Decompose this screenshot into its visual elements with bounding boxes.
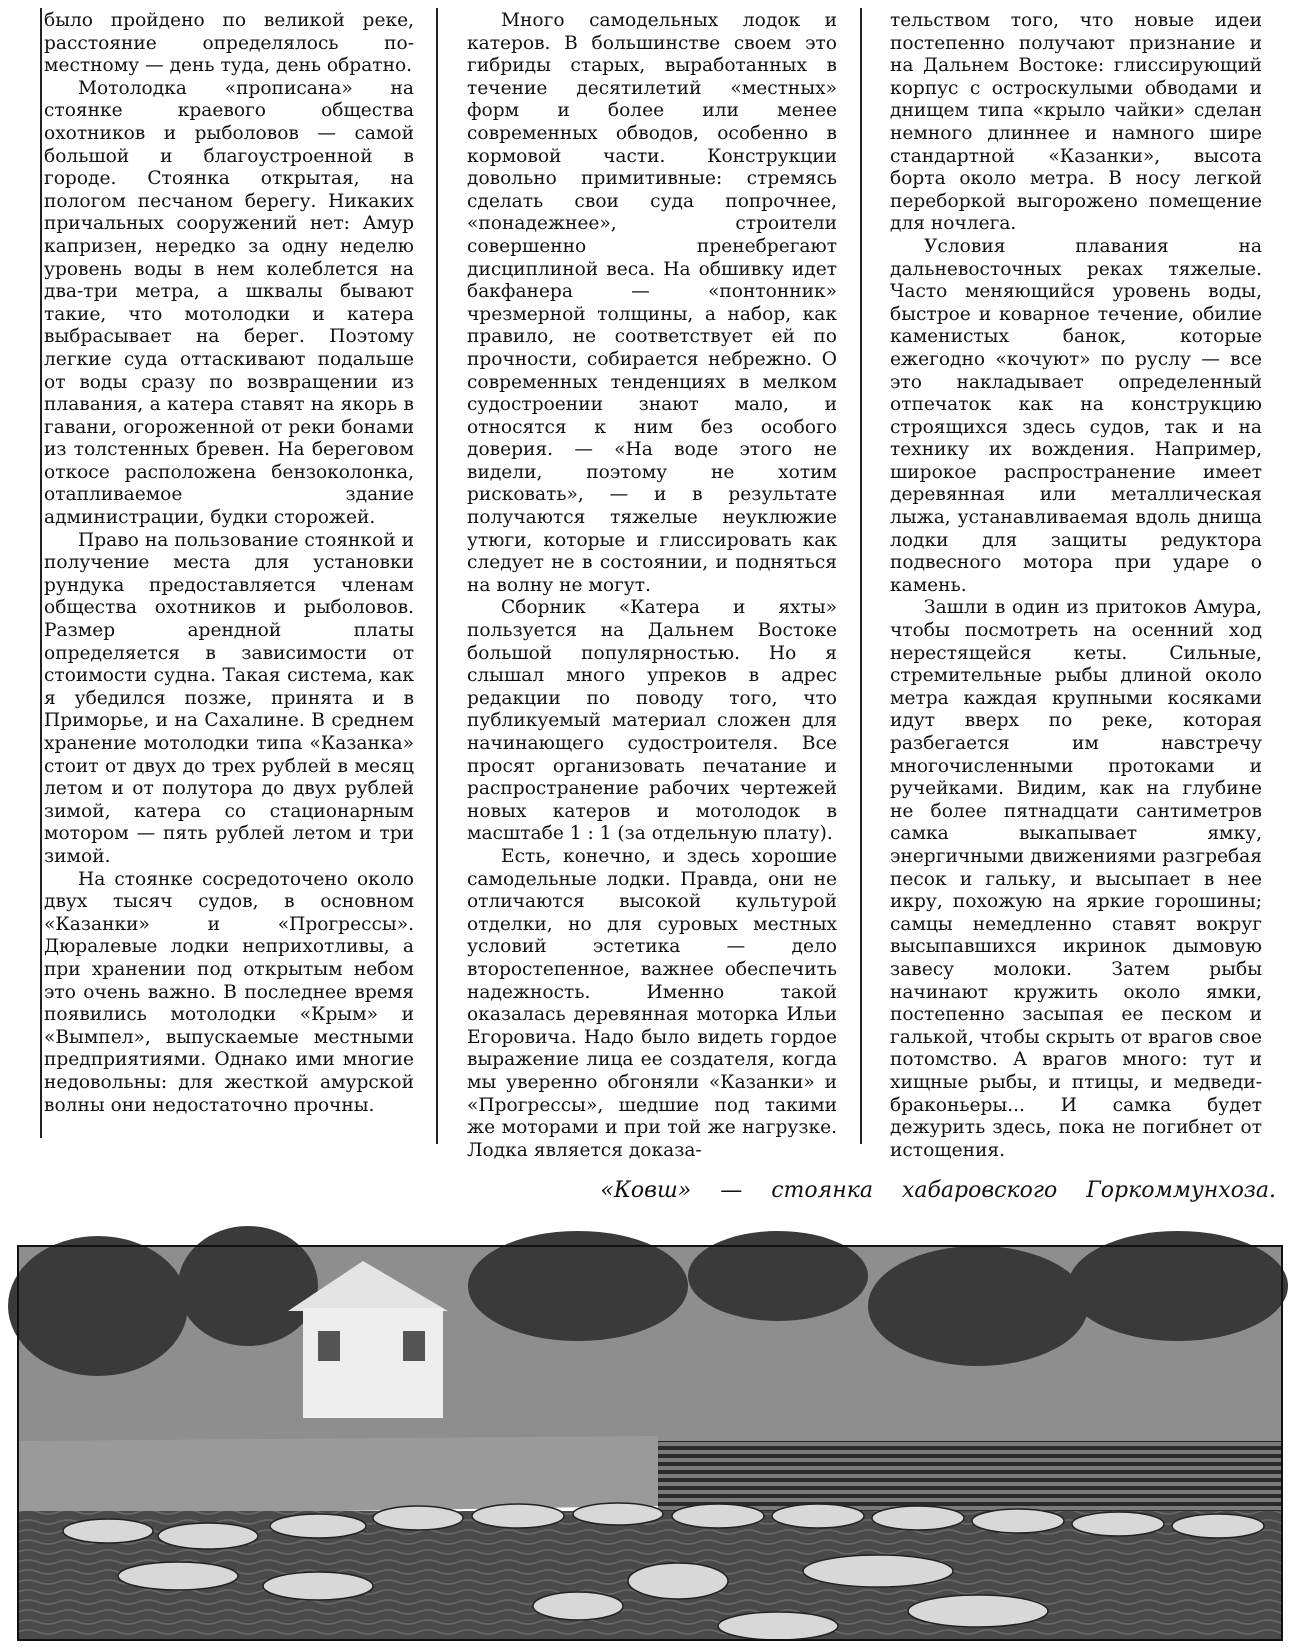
paragraph: Зашли в один из притоков Амура, чтобы посмотреть на осенний ход нерестящейся кеты. Сильные, стремительные рыбы длиной около метра каждая крупными косяками идут вверх по реке, которая разбегается им навстречу многочисленными протоками и ручейками. Видим, как на глубине не более пятнадцати сантиметров самка выкапывает ямку, энергичными движениями разгребая песок и гальку, и высыпает в нее икру, похожую на яркие горошины; самцы немедленно ставят вокруг высыпавшихся икринок дымовую завесу молоки. Затем рыбы начинают кружить около ямки, постепенно засыпая ее песком и галькой, чтобы скрыть от врагов свое потомство. А врагов много: тут и хищные рыбы, и птицы, и медведи-браконьеры... И самка будет дежурить здесь, пока не погибнет от истощения. <box>890 597 1262 1161</box>
paragraph: Есть, конечно, и здесь хорошие самодельные лодки. Правда, они не отличаются высокой культурой отделки, но для суровых местных условий эстетика — дело второстепенное, важнее обеспечить надежность. Именно такой оказалась деревянная моторка Ильи Егоровича. Надо было видеть гордое выражение лица ее создателя, когда мы уверенно обгоняли «Казанки» и «Прогрессы», шедшие под такими же моторами и при той же нагрузке. Лодка является доказа- <box>467 845 837 1161</box>
paragraph: На стоянке сосредоточено около двух тысяч судов, в основном «Казанки» и «Прогрессы». Дюралевые лодки неприхотливы, а при хранении под открытым небом это очень важно. В последнее время появились мотолодки «Крым» и «Вымпел», выпускаемые местными предприятиями. Однако ими многие недовольны: для жесткой амурской волны они недостаточно прочны. <box>44 868 414 1116</box>
photo-caption: «Ковш» — стоянка хабаровского Горкоммунхоза. <box>600 1178 1276 1203</box>
paragraph: Много самодельных лодок и катеров. В большинстве своем это гибриды старых, выработанных в течение десятилетий «местных» форм и более или менее современных обводов, особенно в кормовой части. Конструкции довольно примитивные: стремясь сделать свои суда попрочнее, «понадежнее», строители совершенно пренебрегают дисциплиной веса. На обшивку идет бакфанера — «понтонник» чрезмерной толщины, а набор, как правило, не соответствует ей по прочности, собирается небрежно. О современных тенденциях в мелком судостроении знают мало, и относятся к ним без особого доверия. — «На воде этого не видели, поэтому не хотим рисковать», — и в результате получаются тяжелые неуклюжие утюги, которые и глиссировать как следует не в состоянии, и подняться на волну не могут. <box>467 10 837 596</box>
paragraph: было пройдено по великой реке, расстояние определялось по-местному — день туда, день обратно. <box>44 10 414 77</box>
column-rule-left <box>40 8 42 1138</box>
photo-embankment <box>18 1436 658 1516</box>
text-column-3 <box>890 10 1262 1161</box>
column-rule-1 <box>436 8 438 1144</box>
harbor-photo <box>18 1246 1282 1640</box>
paragraph: Право на пользование стоянкой и получение места для установки рундука предоставляется членам общества охотников и рыболовов. Размер арендной платы определяется в зависимости от стоимости судна. Такая система, как я убедился позже, принята и в Приморье, и на Сахалине. В среднем хранение мотолодки типа «Казанка» стоит от двух до трех рублей в месяц летом и от полутора до двух рублей зимой, катера со стационарным мотором — пять рублей летом и три зимой. <box>44 529 414 867</box>
paragraph: тельством того, что новые идеи постепенно получают признание и на Дальнем Востоке: глиссирующий корпус с остроскулыми обводами и днищем типа «крыло чайки» сделан немного длиннее и намного шире стандартной «Казанки», высота борта около метра. В носу легкой переборкой выгорожено помещение для ночлега. <box>890 10 1262 235</box>
paragraph: Сборник «Катера и яхты» пользуется на Дальнем Востоке большой популярностью. Но я слышал много упреков в адрес редакции по поводу того, что публикуемый материал сложен для начинающего судостроителя. Все просят организовать печатание и распространение рабочих чертежей новых катеров и мотолодок в масштабе 1 : 1 (за отдельную плату). <box>467 597 837 845</box>
column-rule-2 <box>860 8 862 1144</box>
text-column-2 <box>467 10 837 1161</box>
paragraph: Условия плавания на дальневосточных реках тяжелые. Часто меняющийся уровень воды, быстрое и коварное течение, обилие каменистых банок, которые ежегодно «кочуют» по руслу — все это накладывает определенный отпечаток как на конструкцию строящихся здесь судов, так и на технику их вождения. Например, широкое распространение имеет деревянная или металлическая лыжа, устанавливаемая вдоль днища лодки для защиты редуктора подвесного мотора при ударе о камень. <box>890 235 1262 596</box>
paragraph: Мотолодка «прописана» на стоянке краевого общества охотников и рыболовов — самой большой и благоустроенной в городе. Стоянка открытая, на пологом песчаном берегу. Никаких причальных сооружений нет: Амур капризен, нередко за одну неделю уровень воды в нем колеблется на два-три метра, а шквалы бывают такие, что мотолодки и катера выбрасывает на берег. Поэтому легкие суда оттаскивают подальше от воды сразу по возвращении из плавания, а катера ставят на якорь в гавани, огороженной от реки бонами из толстенных бревен. На береговом откосе расположена бензоколонка, отапливаемое здание администрации, будки сторожей. <box>44 77 414 529</box>
text-column-1 <box>44 10 414 1140</box>
